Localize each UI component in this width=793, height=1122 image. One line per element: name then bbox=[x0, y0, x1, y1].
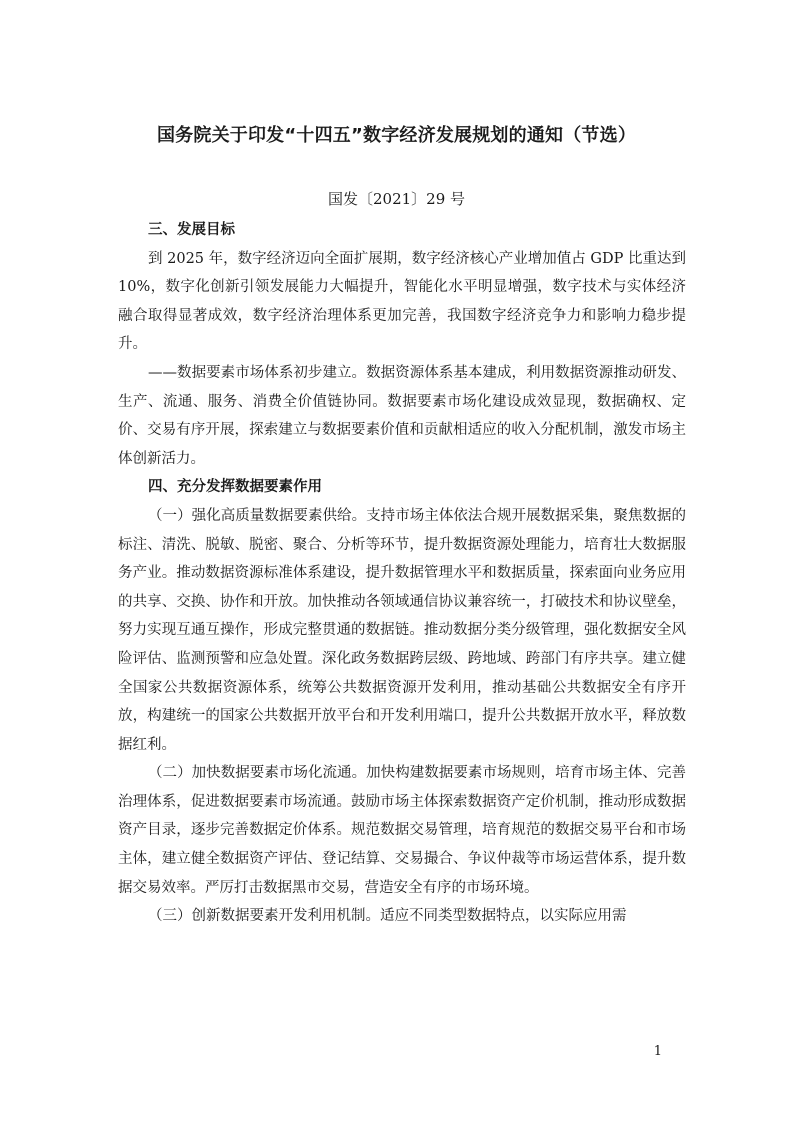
section-heading: 三、发展目标 bbox=[148, 222, 235, 238]
page-number: 1 bbox=[653, 1044, 662, 1059]
document-number: 国发〔2021〕29 号 bbox=[327, 190, 466, 208]
paragraph: ——数据要素市场体系初步建立。数据资源体系基本建成，利用数据资源推动研发、生产、流通、服务、消费全价值链协同。数据要素市场化建设成效显现，数据确权、定价、交易有序开展，探索建立与数据要素价值和贡献相适应的收入分配机制，激发市场主体创新活力。 bbox=[118, 364, 686, 467]
paragraph: （二）加快数据要素市场化流通。加快构建数据要素市场规则，培育市场主体、完善治理体系，促进数据要素市场流通。鼓励市场主体探索数据资产定价机制，推动形成数据资产目录，逐步完善数据定价体系。规范数据交易管理，培育规范的数据交易平台和市场主体，建立健全数据资产评估、登记结算、交易撮合、争议仲裁等市场运营体系，提升数据交易效率。严厉打击数据黑市交易，营造安全有序的市场环境。 bbox=[118, 765, 686, 896]
paragraph: （三）创新数据要素开发利用机制。适应不同类型数据特点，以实际应用需 bbox=[148, 908, 627, 925]
section-development-goals bbox=[118, 216, 686, 473]
section-heading: 四、充分发挥数据要素作用 bbox=[148, 479, 322, 496]
section-data-elements bbox=[118, 473, 686, 931]
document-title: 国务院关于印发“十四五”数字经济发展规划的通知（节选） bbox=[156, 125, 637, 146]
document-body bbox=[118, 216, 686, 931]
paragraph: 到 2025 年，数字经济迈向全面扩展期，数字经济核心产业增加值占 GDP 比重达到 10%，数字化创新引领发展能力大幅提升，智能化水平明显增强，数字技术与实体经济融合取得显著成效，数字经济治理体系更加完善，我国数字经济竞争力和影响力稳步提升。 bbox=[118, 250, 686, 353]
paragraph: （一）强化高质量数据要素供给。支持市场主体依法合规开展数据采集，聚焦数据的标注、清洗、脱敏、脱密、聚合、分析等环节，提升数据资源处理能力，培育壮大数据服务产业。推动数据资源标准体系建设，提升数据管理水平和数据质量，探索面向业务应用的共享、交换、协作和开放。加快推动各领域通信协议兼容统一，打破技术和协议壁垒，努力实现互通互操作，形成完整贯通的数据链。推动数据分类分级管理，强化数据安全风险评估、监测预警和应急处置。深化政务数据跨层级、跨地域、跨部门有序共享。建立健全国家公共数据资源体系，统筹公共数据资源开发利用，推动基础公共数据安全有序开放，构建统一的国家公共数据开放平台和开发利用端口，提升公共数据开放水平，释放数据红利。 bbox=[118, 507, 686, 753]
